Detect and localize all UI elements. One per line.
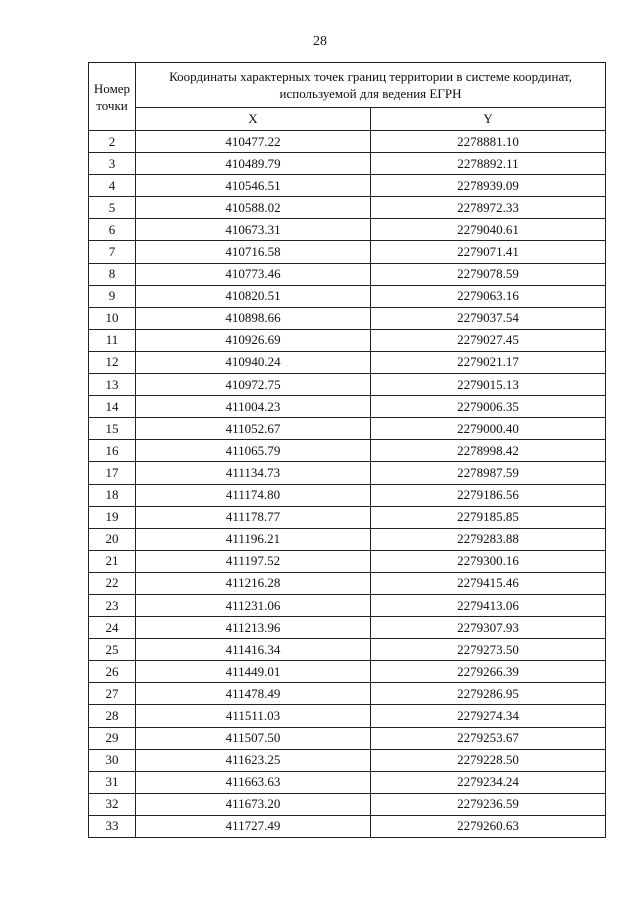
point-number-cell: 12: [89, 351, 136, 373]
table-row: [89, 727, 606, 749]
y-coordinate-cell: 2279071.41: [371, 241, 606, 263]
x-coordinate-cell: 411663.63: [136, 771, 371, 793]
table-row: [89, 351, 606, 373]
x-coordinate-cell: 410898.66: [136, 307, 371, 329]
y-coordinate-cell: 2278972.33: [371, 197, 606, 219]
y-coordinate-cell: 2279006.35: [371, 396, 606, 418]
coordinates-table-container: [88, 62, 605, 838]
point-number-cell: 19: [89, 506, 136, 528]
point-number-cell: 25: [89, 639, 136, 661]
table-row: [89, 617, 606, 639]
point-number-cell: 32: [89, 793, 136, 815]
y-coordinate-cell: 2279300.16: [371, 550, 606, 572]
point-number-cell: 14: [89, 396, 136, 418]
y-coordinate-cell: 2279274.34: [371, 705, 606, 727]
x-coordinate-cell: 411416.34: [136, 639, 371, 661]
y-coordinate-cell: 2279286.95: [371, 683, 606, 705]
y-coordinate-cell: 2278881.10: [371, 131, 606, 153]
y-coordinate-cell: 2279000.40: [371, 418, 606, 440]
x-coordinate-cell: 411623.25: [136, 749, 371, 771]
table-row: [89, 749, 606, 771]
table-row: [89, 528, 606, 550]
x-coordinate-cell: 411231.06: [136, 594, 371, 616]
point-number-cell: 6: [89, 219, 136, 241]
y-coordinate-cell: 2278939.09: [371, 175, 606, 197]
point-number-cell: 2: [89, 131, 136, 153]
x-coordinate-cell: 410673.31: [136, 219, 371, 241]
y-coordinate-cell: 2279307.93: [371, 617, 606, 639]
y-coordinate-cell: 2279063.16: [371, 285, 606, 307]
point-number-cell: 26: [89, 661, 136, 683]
y-coordinate-cell: 2279027.45: [371, 329, 606, 351]
x-coordinate-cell: 411004.23: [136, 396, 371, 418]
point-number-cell: 3: [89, 153, 136, 175]
x-coordinate-cell: 410477.22: [136, 131, 371, 153]
x-coordinate-cell: 410940.24: [136, 351, 371, 373]
x-coordinate-cell: 410489.79: [136, 153, 371, 175]
point-number-cell: 30: [89, 749, 136, 771]
point-number-cell: 23: [89, 594, 136, 616]
y-coordinate-cell: 2279253.67: [371, 727, 606, 749]
y-coordinate-cell: 2278987.59: [371, 462, 606, 484]
table-row: [89, 219, 606, 241]
table-row: [89, 418, 606, 440]
point-number-cell: 8: [89, 263, 136, 285]
table-row: [89, 661, 606, 683]
table-row: [89, 506, 606, 528]
table-row: [89, 815, 606, 837]
point-number-cell: 20: [89, 528, 136, 550]
y-coordinate-cell: 2279186.56: [371, 484, 606, 506]
y-coordinate-cell: 2279185.85: [371, 506, 606, 528]
table-row: [89, 440, 606, 462]
table-row: [89, 131, 606, 153]
x-coordinate-cell: 411673.20: [136, 793, 371, 815]
table-row: [89, 484, 606, 506]
x-coordinate-cell: 411507.50: [136, 727, 371, 749]
x-coordinate-cell: 411197.52: [136, 550, 371, 572]
x-coordinate-cell: 411216.28: [136, 572, 371, 594]
point-number-cell: 17: [89, 462, 136, 484]
y-coordinate-cell: 2278998.42: [371, 440, 606, 462]
table-row: [89, 705, 606, 727]
table-row: [89, 594, 606, 616]
point-number-cell: 5: [89, 197, 136, 219]
y-coordinate-cell: 2279037.54: [371, 307, 606, 329]
header-point-number: Номер точки: [89, 63, 136, 131]
table-row: [89, 307, 606, 329]
x-coordinate-cell: 411196.21: [136, 528, 371, 550]
y-coordinate-cell: 2279015.13: [371, 374, 606, 396]
point-number-cell: 13: [89, 374, 136, 396]
table-row: [89, 263, 606, 285]
y-coordinate-cell: 2279078.59: [371, 263, 606, 285]
table-header: [89, 63, 606, 131]
header-coordinates-title: Координаты характерных точек границ территории в системе координат, используемой для ведения ЕГРН: [136, 63, 606, 108]
table-row: [89, 572, 606, 594]
x-coordinate-cell: 411478.49: [136, 683, 371, 705]
table-row: [89, 241, 606, 263]
table-row: [89, 153, 606, 175]
table-row: [89, 396, 606, 418]
table-row: [89, 197, 606, 219]
table-body: [89, 131, 606, 838]
y-coordinate-cell: 2279266.39: [371, 661, 606, 683]
point-number-cell: 29: [89, 727, 136, 749]
x-coordinate-cell: 410820.51: [136, 285, 371, 307]
x-coordinate-cell: 411511.03: [136, 705, 371, 727]
x-coordinate-cell: 411174.80: [136, 484, 371, 506]
x-coordinate-cell: 411449.01: [136, 661, 371, 683]
x-coordinate-cell: 411065.79: [136, 440, 371, 462]
point-number-cell: 28: [89, 705, 136, 727]
y-coordinate-cell: 2279413.06: [371, 594, 606, 616]
y-coordinate-cell: 2279415.46: [371, 572, 606, 594]
table-row: [89, 175, 606, 197]
point-number-cell: 31: [89, 771, 136, 793]
table-row: [89, 771, 606, 793]
table-row: [89, 374, 606, 396]
table-row: [89, 329, 606, 351]
point-number-cell: 7: [89, 241, 136, 263]
x-coordinate-cell: 410588.02: [136, 197, 371, 219]
y-coordinate-cell: 2279234.24: [371, 771, 606, 793]
x-coordinate-cell: 411134.73: [136, 462, 371, 484]
x-coordinate-cell: 410546.51: [136, 175, 371, 197]
point-number-cell: 10: [89, 307, 136, 329]
point-number-cell: 21: [89, 550, 136, 572]
table-row: [89, 285, 606, 307]
header-x: X: [136, 108, 371, 131]
table-row: [89, 462, 606, 484]
point-number-cell: 15: [89, 418, 136, 440]
x-coordinate-cell: 411727.49: [136, 815, 371, 837]
coordinates-table: [88, 62, 606, 838]
y-coordinate-cell: 2279236.59: [371, 793, 606, 815]
point-number-cell: 33: [89, 815, 136, 837]
x-coordinate-cell: 411178.77: [136, 506, 371, 528]
x-coordinate-cell: 410972.75: [136, 374, 371, 396]
point-number-cell: 16: [89, 440, 136, 462]
x-coordinate-cell: 410716.58: [136, 241, 371, 263]
x-coordinate-cell: 410773.46: [136, 263, 371, 285]
page-number: 28: [313, 34, 327, 49]
point-number-cell: 4: [89, 175, 136, 197]
table-row: [89, 550, 606, 572]
x-coordinate-cell: 410926.69: [136, 329, 371, 351]
y-coordinate-cell: 2279283.88: [371, 528, 606, 550]
point-number-cell: 27: [89, 683, 136, 705]
point-number-cell: 9: [89, 285, 136, 307]
y-coordinate-cell: 2279273.50: [371, 639, 606, 661]
y-coordinate-cell: 2279260.63: [371, 815, 606, 837]
y-coordinate-cell: 2279040.61: [371, 219, 606, 241]
table-row: [89, 683, 606, 705]
point-number-cell: 11: [89, 329, 136, 351]
x-coordinate-cell: 411052.67: [136, 418, 371, 440]
point-number-cell: 22: [89, 572, 136, 594]
point-number-cell: 18: [89, 484, 136, 506]
table-row: [89, 639, 606, 661]
y-coordinate-cell: 2279021.17: [371, 351, 606, 373]
y-coordinate-cell: 2278892.11: [371, 153, 606, 175]
point-number-cell: 24: [89, 617, 136, 639]
x-coordinate-cell: 411213.96: [136, 617, 371, 639]
header-y: Y: [371, 108, 606, 131]
table-row: [89, 793, 606, 815]
y-coordinate-cell: 2279228.50: [371, 749, 606, 771]
